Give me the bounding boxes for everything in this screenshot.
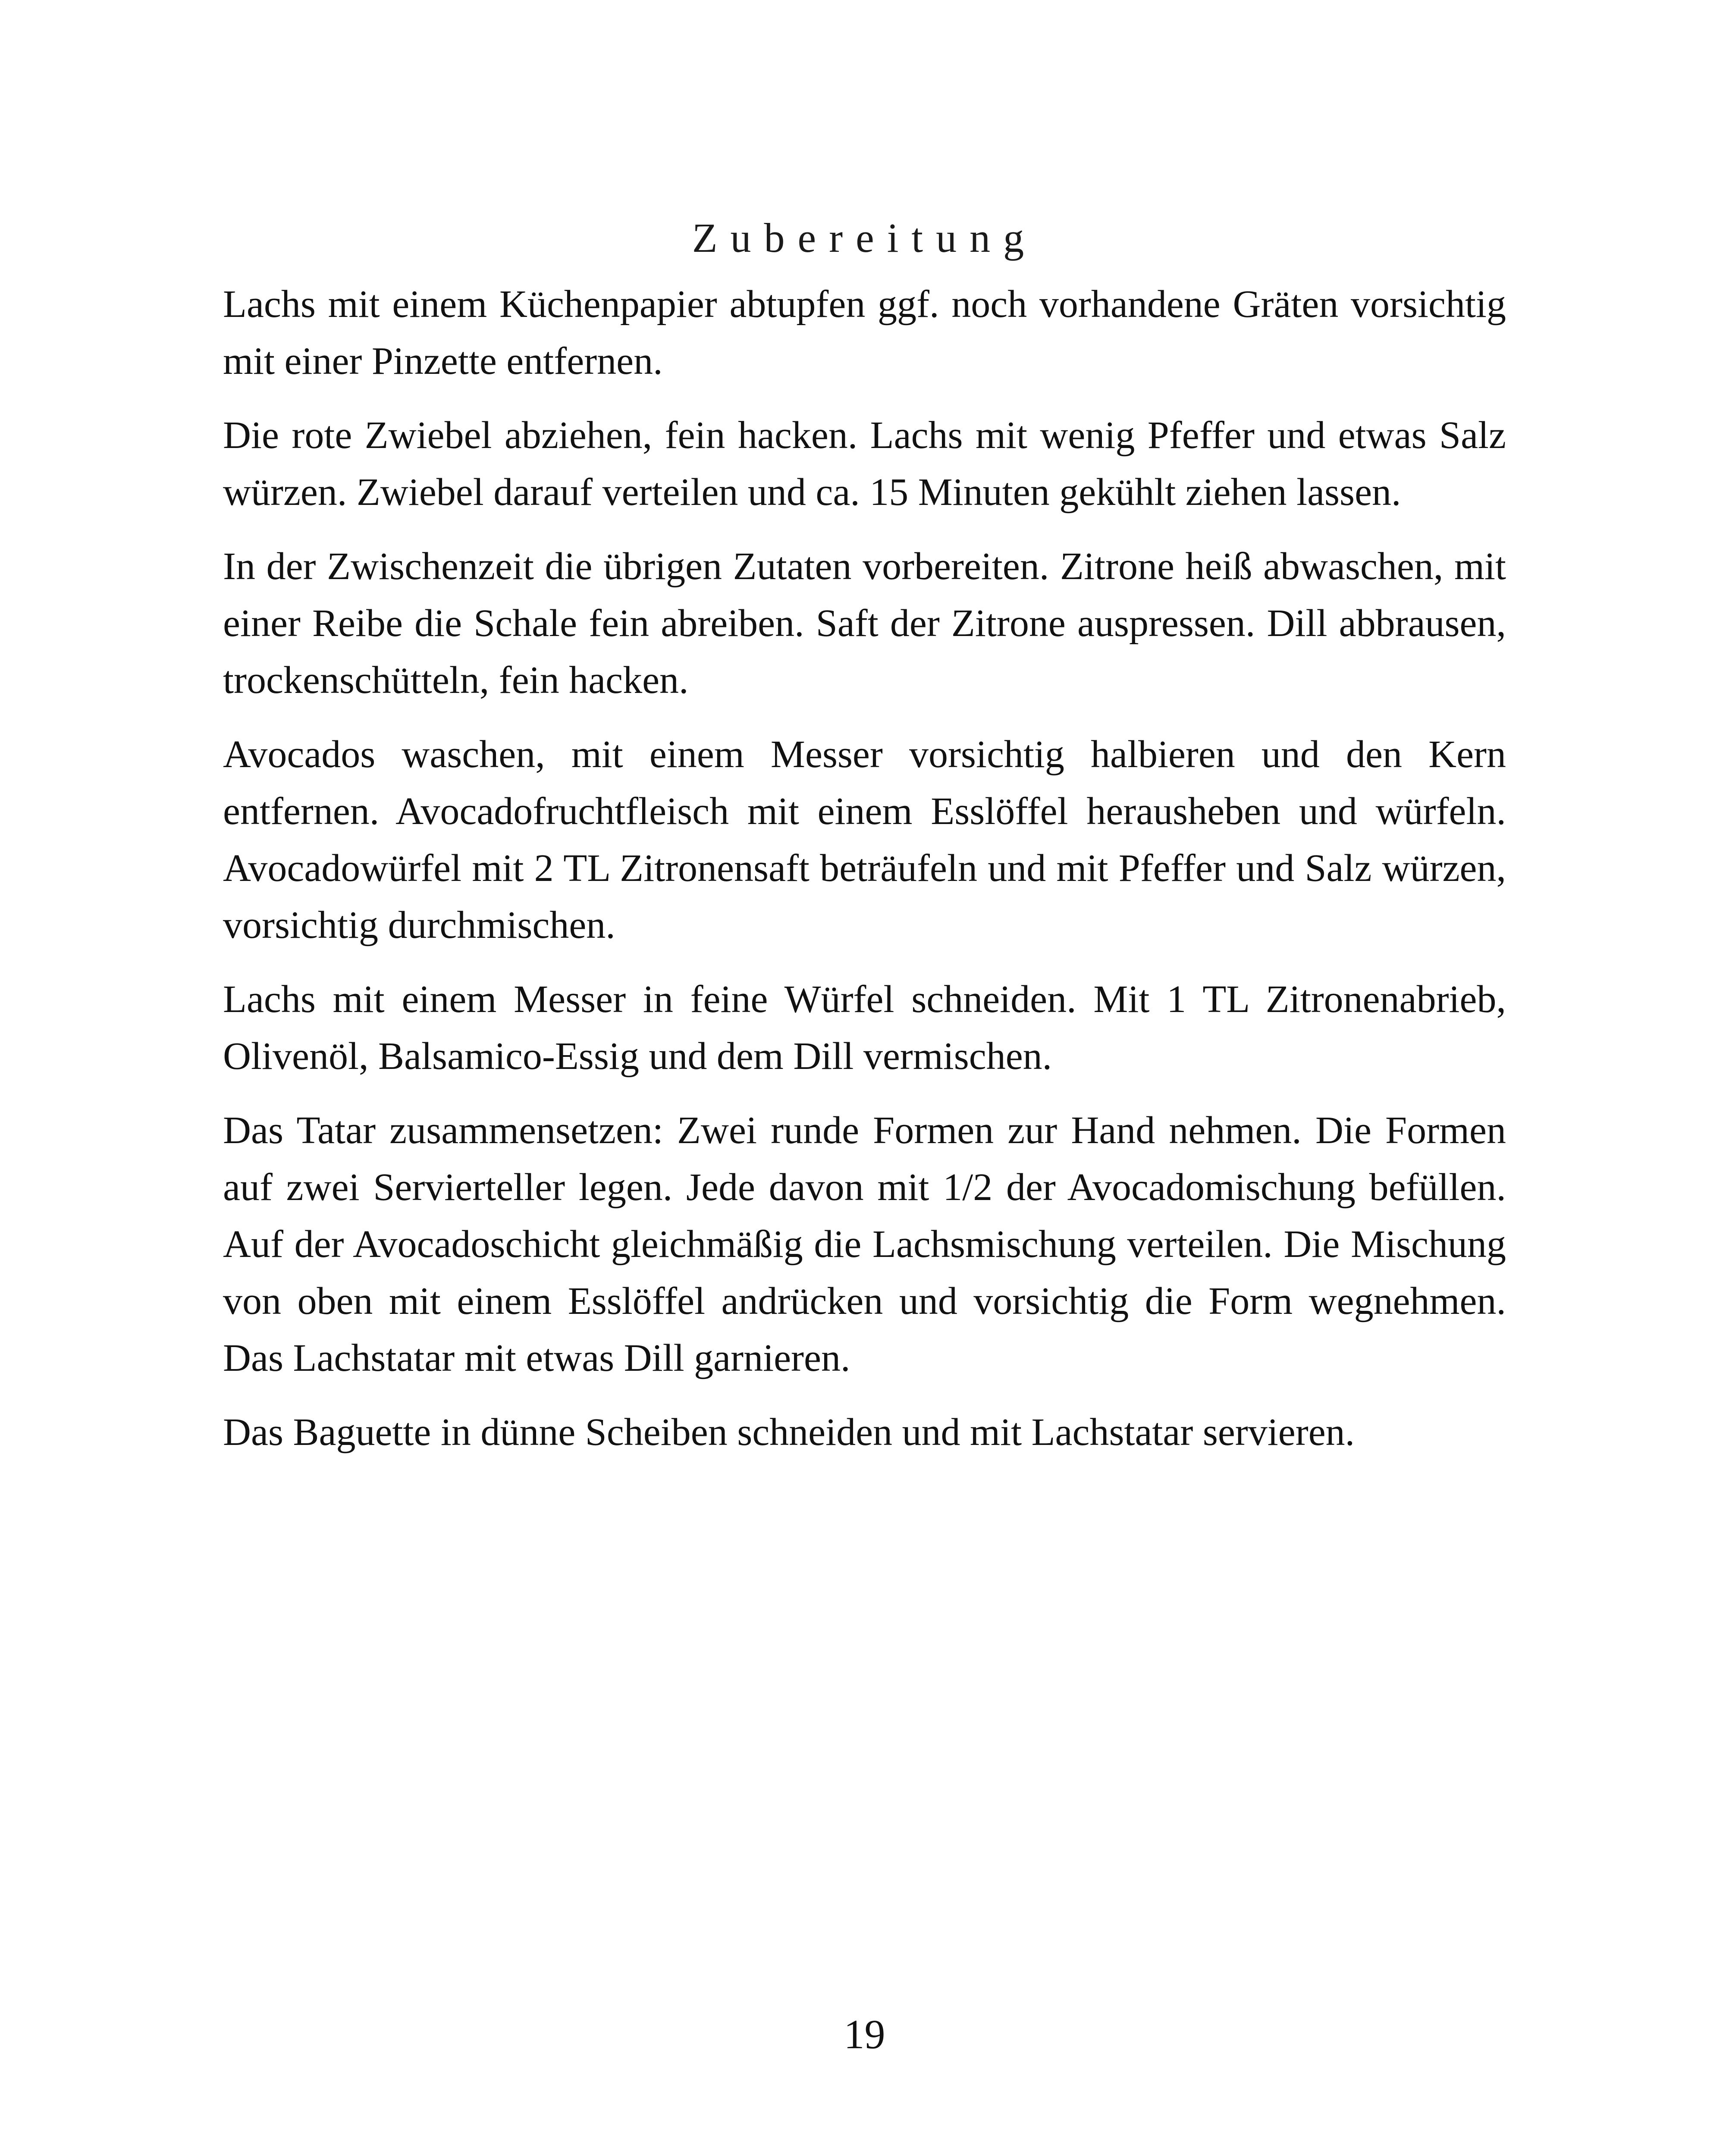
paragraph: Lachs mit einem Küchenpapier abtupfen ggf. noch vorhandene Gräten vorsichtig mit einer Pinzette entfernen. [223,283,1506,382]
paragraph: In der Zwischenzeit die übrigen Zutaten vorbereiten. Zitrone heiß abwaschen, mit einer Reibe die Schale fein abreiben. Saft der Zitrone auspressen. Dill abbrausen, trockenschütteln, fein hacken. [223,545,1506,702]
paragraph: Die rote Zwiebel abziehen, fein hacken. Lachs mit wenig Pfeffer und etwas Salz würzen. Zwiebel darauf verteilen und ca. 15 Minuten gekühlt ziehen lassen. [223,414,1506,514]
instructions-body [223,276,1506,1478]
paragraph: Avocados waschen, mit einem Messer vorsichtig halbieren und den Kern entfernen. Avocadofruchtfleisch mit einem Esslöffel herausheben und würfeln. Avocadowürfel mit 2 TL Zitronensaft beträufeln und mit Pfeffer und Salz würzen, vorsichtig durchmischen. [223,733,1506,946]
section-heading: Zubereitung [692,215,1037,261]
paragraph: Das Tatar zusammensetzen: Zwei runde Formen zur Hand nehmen. Die Formen auf zwei Servierteller legen. Jede davon mit 1/2 der Avocadomischung befüllen. Auf der Avocadoschicht gleichmäßig die Lachsmischung verteilen. Die Mischung von oben mit einem Esslöffel andrücken und vorsichtig die Form wegnehmen. Das Lachstatar mit etwas Dill garnieren. [223,1109,1506,1379]
paragraph: Das Baguette in dünne Scheiben schneiden und mit Lachstatar servieren. [223,1411,1355,1454]
page-number: 19 [844,2011,885,2057]
paragraph: Lachs mit einem Messer in feine Würfel schneiden. Mit 1 TL Zitronenabrieb, Olivenöl, Balsamico-Essig und dem Dill vermischen. [223,978,1506,1078]
